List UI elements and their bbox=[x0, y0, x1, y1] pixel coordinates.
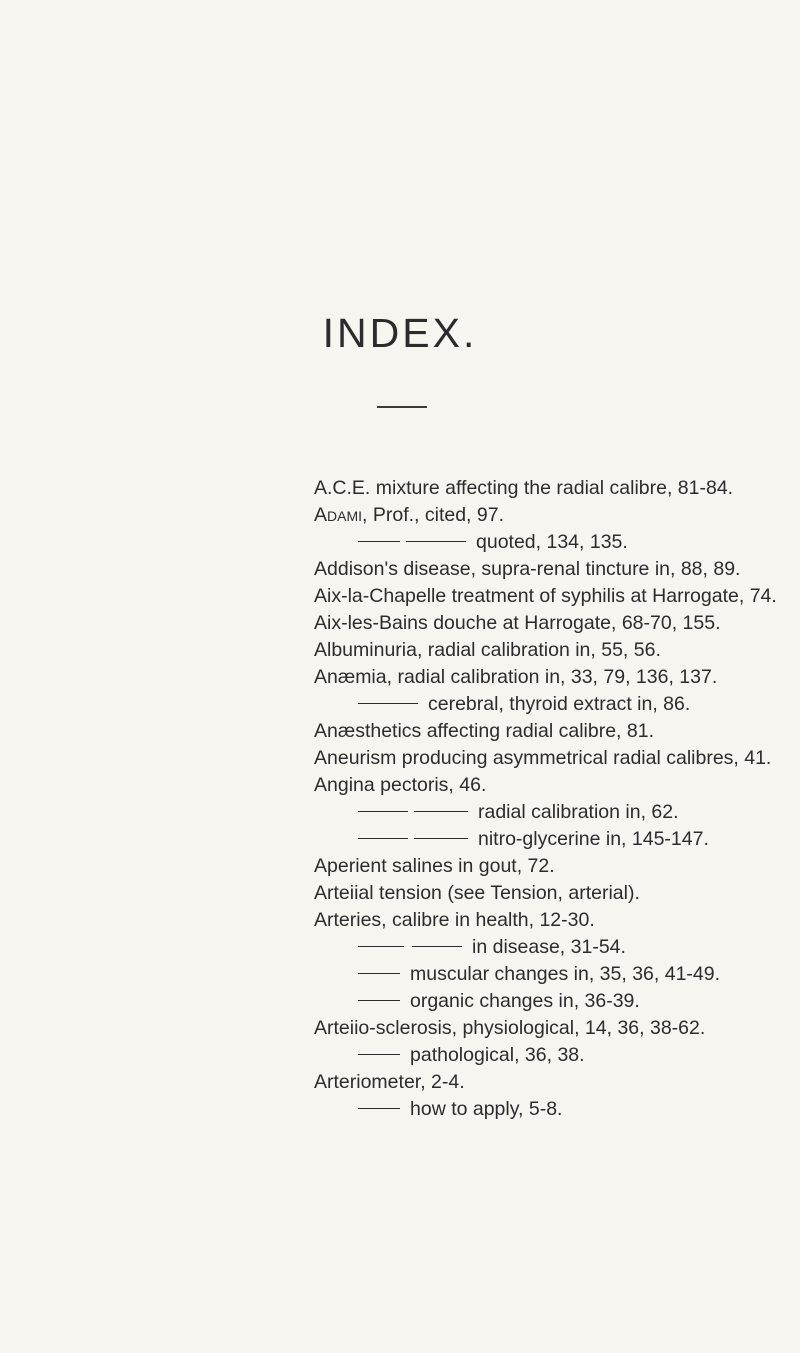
index-entry bbox=[314, 907, 595, 933]
index-entry bbox=[314, 826, 709, 852]
entry-text: Addison's disease, supra-renal tincture in, 88, 89. bbox=[314, 558, 741, 580]
entry-text: in disease, 31-54. bbox=[472, 936, 626, 958]
index-entry bbox=[314, 853, 555, 879]
ditto-dash bbox=[414, 811, 468, 812]
ditto-dash bbox=[358, 1108, 400, 1109]
index-entry bbox=[314, 637, 661, 663]
ditto-dash bbox=[414, 838, 468, 839]
entry-text: Aix-les-Bains douche at Harrogate, 68-70, 155. bbox=[314, 612, 721, 634]
entry-text: A.C.E. mixture affecting the radial calibre, 81-84. bbox=[314, 477, 734, 499]
index-entry bbox=[314, 988, 640, 1014]
entry-text: nitro-glycerine in, 145-147. bbox=[478, 828, 709, 850]
index-entry bbox=[314, 745, 771, 771]
ditto-dash bbox=[358, 703, 418, 704]
ditto-dash bbox=[358, 838, 408, 839]
index-entry bbox=[314, 1069, 465, 1095]
ditto-dash bbox=[358, 973, 400, 974]
ditto-dash bbox=[358, 541, 400, 542]
entry-text: Anæmia, radial calibration in, 33, 79, 136, 137. bbox=[314, 666, 718, 688]
entry-text: radial calibration in, 62. bbox=[478, 801, 679, 823]
entry-text: pathological, 36, 38. bbox=[410, 1044, 585, 1066]
index-entry bbox=[314, 799, 679, 825]
index-entry bbox=[314, 502, 504, 528]
index-entry bbox=[314, 556, 740, 582]
index-entry bbox=[314, 664, 717, 690]
entry-text: Aix-la-Chapelle treatment of syphilis at Harrogate, 74. bbox=[314, 585, 777, 607]
entry-text: Arteiio-sclerosis, physiological, 14, 36, 38-62. bbox=[314, 1017, 706, 1039]
index-entry bbox=[314, 718, 654, 744]
index-entry bbox=[314, 475, 733, 501]
index-entry bbox=[314, 880, 640, 906]
ditto-dash bbox=[358, 1000, 400, 1001]
entry-text: Albuminuria, radial calibration in, 55, 56. bbox=[314, 639, 661, 661]
entry-text: Arteriometer, 2-4. bbox=[314, 1071, 465, 1093]
entry-heading: Adami bbox=[314, 504, 363, 526]
entry-text: how to apply, 5-8. bbox=[410, 1098, 563, 1120]
index-entry bbox=[314, 529, 628, 555]
index-entry bbox=[314, 1042, 585, 1068]
entry-text: Aperient salines in gout, 72. bbox=[314, 855, 555, 877]
entry-text: muscular changes in, 35, 36, 41-49. bbox=[410, 963, 721, 985]
index-entry bbox=[314, 610, 720, 636]
entry-text: , Prof., cited, 97. bbox=[362, 504, 504, 526]
entry-text: Angina pectoris, 46. bbox=[314, 774, 487, 796]
ditto-dash bbox=[358, 946, 404, 947]
title-rule bbox=[377, 406, 427, 408]
index-entry bbox=[314, 1015, 705, 1041]
entry-text: Aneurism producing asymmetrical radial calibres, 41. bbox=[314, 747, 772, 769]
entry-text: Arteries, calibre in health, 12-30. bbox=[314, 909, 595, 931]
ditto-dash bbox=[358, 1054, 400, 1055]
index-entry bbox=[314, 1096, 562, 1122]
index-entry bbox=[314, 961, 720, 987]
index-entry bbox=[314, 772, 486, 798]
entry-text: Anæsthetics affecting radial calibre, 81. bbox=[314, 720, 654, 742]
page-title: INDEX. bbox=[322, 310, 478, 356]
entry-text: Arteiial tension (see Tension, arterial). bbox=[314, 882, 640, 904]
ditto-dash bbox=[406, 541, 466, 542]
index-entry bbox=[314, 691, 690, 717]
entry-text: cerebral, thyroid extract in, 86. bbox=[428, 693, 691, 715]
ditto-dash bbox=[412, 946, 462, 947]
ditto-dash bbox=[358, 811, 408, 812]
entry-text: quoted, 134, 135. bbox=[476, 531, 628, 553]
entry-text: organic changes in, 36-39. bbox=[410, 990, 640, 1012]
index-entry bbox=[314, 583, 777, 609]
index-entry bbox=[314, 934, 626, 960]
